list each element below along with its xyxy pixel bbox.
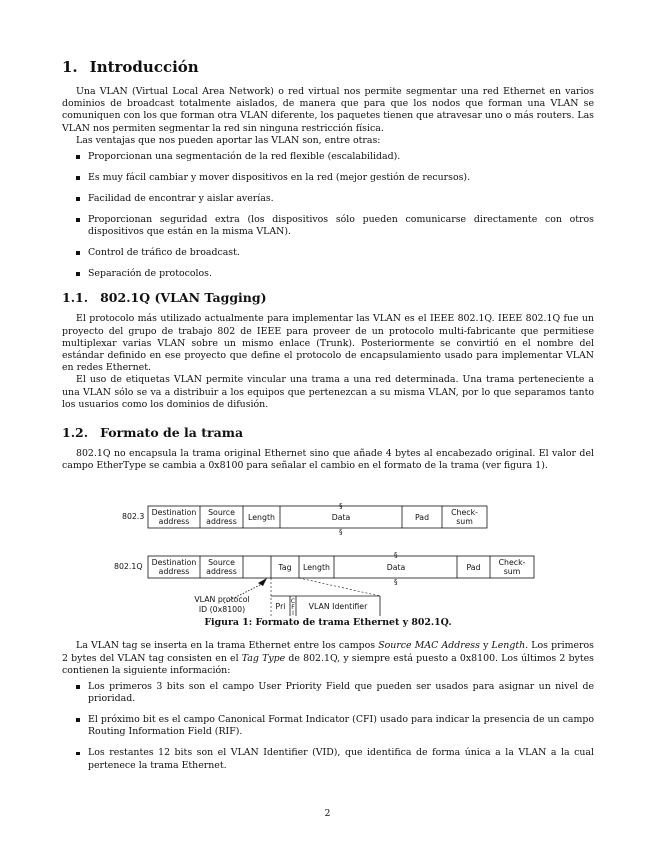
row-label-8021q: 802.1Q — [114, 562, 143, 572]
svg-text:address: address — [206, 517, 237, 527]
tag-pri-field: Pri — [275, 602, 286, 612]
advantages-list — [62, 151, 594, 280]
row2-data-field: Data — [386, 563, 406, 573]
subsection-title: Formato de la trama — [100, 425, 244, 441]
subsection-number: 1.2. — [62, 425, 89, 441]
vlan-tagging-paragraph-1: El protocolo más utilizado actualmente para implementar las VLAN es el IEEE 802.1Q. IEEE 802.1Q fue un proyecto del grupo de trabajo 802 de IEEE para proveer de un protocolo multi-fabricante que permitiese multiplexar varias VLAN sobre un mismo enlace (Trunk). Posteriormente se convirtió en el nombre del estándar definido en ese proyecto que define el protocolo de encapsulamiento usado para implementar VLAN en redes Ethernet. — [62, 313, 594, 374]
row1-length-field: Length — [248, 513, 275, 523]
svg-text:§: § — [394, 551, 398, 560]
svg-text:sum: sum — [503, 567, 521, 577]
tag-info-list — [62, 681, 594, 772]
list-item: El próximo bit es el campo Canonical Format Indicator (CFI) usado para indicar la presencia de un campo Routing Information Field (RIF). — [62, 714, 594, 738]
svg-text:address: address — [206, 567, 237, 577]
intro-paragraph-1: Una VLAN (Virtual Local Area Network) o red virtual nos permite segmentar una red Ethernet en varios dominios de broadcast totalmente aislados, de manera que para que los nodos que forman una VLAN se comuniquen con los que forman otra VLAN diferente, los paquetes tienen que atravesar uno o más routers. Las VLAN nos permiten segmentar la red sin ninguna restricción física. — [62, 86, 594, 134]
svg-text:§: § — [339, 502, 343, 511]
list-item: Separación de protocolos. — [62, 268, 594, 280]
row2-tag-field: Tag — [278, 563, 292, 573]
page-body — [62, 58, 594, 781]
section-number: 1. — [62, 58, 78, 76]
list-item: Los primeros 3 bits son el campo User Priority Field que pueden ser usados para asignar un nivel de prioridad. — [62, 681, 594, 705]
protocol-label-line2: ID (0x8100) — [198, 605, 246, 615]
row2-length-field: Length — [303, 563, 330, 573]
tag-cfi-field: C — [290, 598, 296, 606]
svg-text:§: § — [339, 528, 343, 537]
vlan-tag-paragraph: La VLAN tag se inserta en la trama Ethernet entre los campos Source MAC Address y Length. Los primeros 2 bytes del VLAN tag consisten en el Tag Type de 802.1Q, y siempre está puesto a 0x8100. Los últimos 2 bytes contienen la siguiente información: — [62, 640, 594, 676]
list-item: Es muy fácil cambiar y mover dispositivos en la red (mejor gestión de recursos). — [62, 172, 594, 184]
svg-text:address: address — [158, 567, 190, 577]
row1-destination-field: Destination — [151, 508, 197, 518]
subsection-heading — [62, 425, 594, 440]
frame-format-paragraph: 802.1Q no encapsula la trama original Ethernet sino que añade 4 bytes al encabezado original. El valor del campo EtherType se cambia a 0x8100 para señalar el cambio en el formato de la trama (ver figura 1). — [62, 448, 594, 472]
list-item: Proporcionan una segmentación de la red flexible (escalabilidad). — [62, 151, 594, 163]
row1-data-field: Data — [331, 513, 351, 523]
svg-text:address: address — [158, 517, 190, 527]
list-item: Los restantes 12 bits son el VLAN Identifier (VID), que identifica de forma única a la VLAN a la cual pertenece la trama Ethernet. — [62, 747, 594, 771]
vlan-tagging-paragraph-2: El uso de etiquetas VLAN permite vincular una trama a una red determinada. Una trama perteneciente a una VLAN sólo se va a distribuir a los equipos que pertenezcan a su misma VLAN, por lo que separamos tanto los usuarios como los dominios de difusión. — [62, 374, 594, 410]
subsection-heading — [62, 290, 594, 305]
page-number: 2 — [324, 808, 331, 819]
frame-diagram — [62, 474, 594, 616]
list-item: Proporcionan seguridad extra (los dispositivos sólo pueden comunicarse directamente con otros dispositivos que están en la misma VLAN). — [62, 214, 594, 238]
svg-text:sum: sum — [456, 517, 473, 527]
frame-format-figure — [62, 474, 594, 616]
svg-text:I: I — [292, 610, 294, 617]
row1-checksum-field: Check- — [451, 508, 478, 518]
list-item: Control de tráfico de broadcast. — [62, 247, 594, 259]
subsection-number: 1.1. — [62, 290, 89, 306]
list-item: Facilidad de encontrar y aislar averías. — [62, 193, 594, 205]
arrow-head-icon — [258, 578, 267, 586]
intro-paragraph-2: Las ventajas que nos pueden aportar las VLAN son, entre otras: — [76, 134, 381, 146]
row1-source-field: Source — [208, 508, 235, 518]
row2-pad-field: Pad — [466, 563, 481, 573]
row2-checksum-field: Check- — [498, 558, 526, 568]
tag-vlan-identifier-field: VLAN Identifier — [308, 602, 368, 612]
subsection-title: 802.1Q (VLAN Tagging) — [100, 290, 267, 306]
row2-destination-field: Destination — [151, 558, 197, 568]
protocol-label-line1: VLAN protocol — [194, 595, 250, 605]
row1-pad-field: Pad — [414, 513, 430, 523]
row2-source-field: Source — [208, 558, 235, 568]
figure-caption: Figura 1: Formato de trama Ethernet y 802.1Q. — [204, 617, 452, 629]
svg-text:§: § — [394, 578, 398, 587]
svg-text:F: F — [291, 604, 295, 612]
section-title: Introducción — [89, 58, 199, 76]
row1-frame — [148, 506, 487, 528]
section-heading — [62, 58, 594, 76]
row-label-8023: 802.3 — [122, 512, 145, 522]
